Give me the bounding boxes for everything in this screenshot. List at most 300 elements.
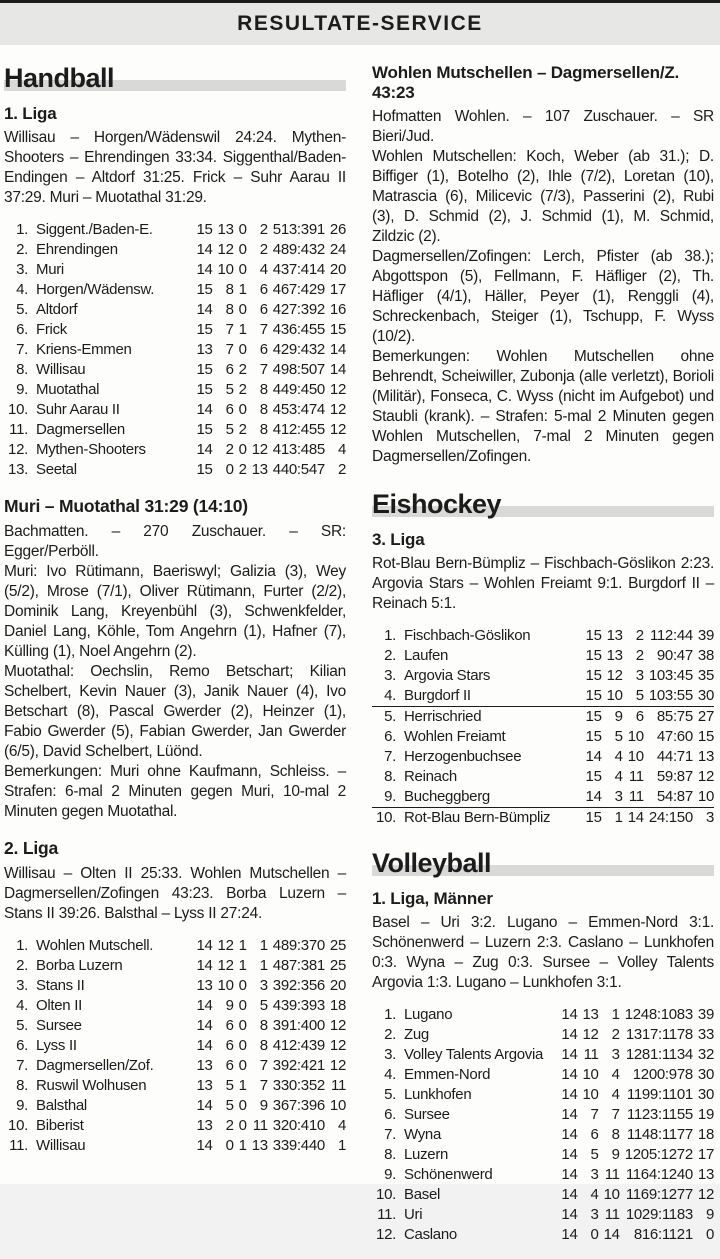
stat-cell: 412:439 (272, 1037, 325, 1054)
stat-cell: 13 (196, 977, 213, 994)
stat-cell: 13 (697, 748, 714, 765)
handball-liga2-results: Willisau – Olten II 25:33. Wohlen Mutschellen – Dagmersellen/Zofingen 43:23. Borba Luzern – Stans II 39:26. Balsthal – Lyss II 27:24. (4, 865, 346, 922)
stat-cell: 14 (196, 997, 213, 1014)
stat-cell: 33 (697, 1026, 714, 1043)
stat-cell: 17 (697, 1146, 714, 1163)
stat-cell: 2 (238, 461, 247, 478)
stat-cell: 14 (196, 441, 213, 458)
stat-cell: 15 (585, 627, 602, 644)
stat-cell: 47:60 (656, 728, 693, 745)
stat-cell: 14 (561, 1146, 578, 1163)
stat-cell: 816:1121 (633, 1226, 693, 1243)
volleyball-liga1m-table (372, 1005, 714, 1245)
rank-cell: 12. (376, 1226, 396, 1243)
stat-cell: 0 (238, 1037, 247, 1054)
stat-cell: 85:75 (656, 708, 693, 725)
stat-cell: 14 (196, 261, 213, 278)
rank-cell: 11. (9, 421, 28, 438)
stat-cell: 12 (329, 1037, 346, 1054)
rank-cell: 3. (384, 667, 396, 684)
team-cell: Seetal (36, 461, 77, 478)
rank-cell: 11. (377, 1206, 396, 1223)
stat-cell: 0 (238, 341, 247, 358)
stat-cell: 6 (259, 301, 268, 318)
stat-cell: 9 (705, 1206, 714, 1223)
stat-cell: 0 (238, 441, 247, 458)
stat-cell: 12 (217, 937, 234, 954)
table-row (4, 440, 346, 460)
rank-cell: 4. (372, 686, 396, 707)
stat-cell: 0 (238, 301, 247, 318)
stat-cell: 489:370 (272, 937, 325, 954)
table-row (4, 260, 346, 280)
table-row (4, 1136, 346, 1156)
stat-cell: 1123:1155 (626, 1106, 693, 1123)
stat-cell: 1 (238, 321, 247, 338)
stat-cell: 15 (585, 768, 602, 785)
stat-cell: 8 (259, 1017, 268, 1034)
stat-cell: 14 (329, 361, 346, 378)
table-row (4, 1096, 346, 1116)
stat-cell: 489:432 (272, 241, 325, 258)
stat-cell: 14 (196, 957, 213, 974)
table-row (372, 1065, 714, 1085)
stat-cell: 339:440 (272, 1137, 325, 1154)
stat-cell: 15 (329, 321, 346, 338)
stat-cell: 1 (238, 1137, 247, 1154)
stat-cell: 453:474 (272, 401, 325, 418)
stat-cell: 13 (217, 221, 234, 238)
team-cell: Olten II (36, 997, 82, 1014)
stat-cell: 5 (225, 381, 234, 398)
table-row (4, 1016, 346, 1036)
stat-cell: 4 (611, 1066, 620, 1083)
table-row (372, 1085, 714, 1105)
team-cell: Muri (36, 261, 64, 278)
table-row (372, 1165, 714, 1185)
stat-cell: 44:71 (656, 748, 693, 765)
stat-cell: 0 (590, 1226, 599, 1243)
table-row (4, 220, 346, 240)
table-row (4, 320, 346, 340)
stat-cell: 10 (602, 686, 623, 707)
stat-cell: 6 (225, 401, 234, 418)
table-row (372, 767, 714, 787)
stat-cell: 0 (238, 997, 247, 1014)
rank-cell: 1. (16, 221, 28, 238)
stat-cell: 320:410 (272, 1117, 325, 1134)
stat-cell: 9 (614, 708, 623, 725)
stat-cell: 14 (561, 1126, 578, 1143)
stat-cell: 10 (329, 1097, 346, 1114)
volleyball-section-heading: Volleyball (372, 848, 714, 879)
stat-cell: 32 (697, 1046, 714, 1063)
stat-cell: 8 (225, 281, 234, 298)
stat-cell: 436:455 (272, 321, 325, 338)
stat-cell: 413:485 (272, 441, 325, 458)
rank-cell: 6. (16, 1037, 28, 1054)
table-row (372, 1125, 714, 1145)
stat-cell: 10 (627, 728, 644, 745)
team-cell: Laufen (404, 647, 449, 664)
rank-cell: 2. (16, 241, 28, 258)
stat-cell: 412:455 (272, 421, 325, 438)
stat-cell: 427:392 (272, 301, 325, 318)
handball-section-heading: Handball (4, 63, 346, 94)
stat-cell: 1281:1134 (625, 1046, 693, 1063)
team-cell: Stans II (36, 977, 85, 994)
stat-cell: 1199:1101 (626, 1086, 693, 1103)
table-row (4, 1076, 346, 1096)
table-row (372, 1145, 714, 1165)
rank-cell: 12. (8, 441, 28, 458)
stat-cell: 4 (259, 261, 268, 278)
rank-cell: 10. (376, 1186, 396, 1203)
stat-cell: 0 (238, 1117, 247, 1134)
stat-cell: 103:45 (648, 667, 693, 684)
rank-cell: 3. (16, 977, 28, 994)
rank-cell: 9. (16, 381, 28, 398)
table-row (4, 956, 346, 976)
stat-cell: 1 (238, 281, 247, 298)
stat-cell: 7 (259, 1077, 268, 1094)
eishockey-liga3-table (372, 626, 714, 828)
stat-cell: 14 (561, 1026, 578, 1043)
stat-cell: 14 (196, 1017, 213, 1034)
stat-cell: 5 (225, 1077, 234, 1094)
rank-cell: 10. (8, 401, 28, 418)
stat-cell: 15 (581, 686, 602, 707)
table-row (372, 1045, 714, 1065)
table-row (4, 300, 346, 320)
stat-cell: 16 (329, 301, 346, 318)
stat-cell: 27 (697, 708, 714, 725)
stat-cell: 54:87 (644, 787, 693, 808)
stat-cell: 498:507 (272, 361, 325, 378)
table-row (372, 1105, 714, 1125)
stat-cell: 10 (217, 261, 234, 278)
stat-cell: 8 (611, 1126, 620, 1143)
stat-cell: 2 (225, 441, 234, 458)
wohlen-report-remarks: Bemerkungen: Wohlen Mutschellen ohne Behrendt, Scheiwiller, Zubonja (alle verletzt), Borioli (Militär), Fonseca, C. Wyss (nicht im Aufgebot) und Staubli (krank). – Strafen: 5-mal 2 Minuten gegen Wohlen Mutschellen, 7-mal 2 Minuten gegen Dagmersellen/Zofingen. (372, 348, 714, 465)
stat-cell: 14 (561, 1086, 578, 1103)
stat-cell: 439:393 (272, 997, 325, 1014)
stat-cell: 14 (196, 1097, 213, 1114)
stat-cell: 5 (225, 421, 234, 438)
team-cell: Kriens-Emmen (36, 341, 132, 358)
team-cell: Frick (36, 321, 67, 338)
match-report-venue: Bachmatten. – 270 Zuschauer. – SR: Egger/Perböll. (4, 523, 346, 560)
stat-cell: 11 (583, 1046, 599, 1063)
stat-cell: 12 (329, 1017, 346, 1034)
stat-cell: 2 (238, 381, 247, 398)
stat-cell: 1 (259, 957, 268, 974)
handball-liga1-results: Willisau – Horgen/Wädenswil 24:24. Mythen-Shooters – Ehrendingen 33:34. Siggenthal/Baden-Endingen – Altdorf 31:25. Frick – Suhr Aarau II 37:29. Muri – Muotathal 31:29. (4, 129, 346, 206)
stat-cell: 26 (329, 221, 346, 238)
team-cell: Lyss II (36, 1037, 77, 1054)
team-cell: Uri (404, 1206, 423, 1223)
stat-cell: 330:352 (272, 1077, 325, 1094)
stat-cell: 14 (196, 1137, 213, 1154)
stat-cell: 15 (196, 421, 213, 438)
stat-cell: 3 (705, 809, 714, 826)
table-row (4, 460, 346, 480)
stat-cell: 10 (603, 1186, 620, 1203)
rank-cell: 5. (384, 1086, 396, 1103)
stat-cell: 12 (329, 1057, 346, 1074)
stat-cell: 25 (329, 937, 346, 954)
table-row (4, 1036, 346, 1056)
stat-cell: 14 (196, 401, 213, 418)
muri-muotathal-match-heading: Muri – Muotathal 31:29 (14:10) (4, 496, 248, 516)
team-cell: Bucheggberg (396, 787, 581, 808)
stat-cell: 3 (602, 787, 623, 808)
stat-cell: 18 (329, 997, 346, 1014)
rank-cell: 3. (384, 1046, 396, 1063)
stat-cell: 11 (252, 1117, 268, 1134)
stat-cell: 1317:1178 (625, 1026, 693, 1043)
eishockey-liga3-heading: 3. Liga (372, 530, 425, 549)
stat-cell: 4 (337, 1117, 346, 1134)
stat-cell: 15 (196, 281, 213, 298)
stat-cell: 391:400 (272, 1017, 325, 1034)
stat-cell: 15 (585, 647, 602, 664)
table-row (4, 420, 346, 440)
stat-cell: 8 (225, 301, 234, 318)
stat-cell: 7 (259, 321, 268, 338)
stat-cell: 1 (337, 1137, 346, 1154)
stat-cell: 20 (329, 977, 346, 994)
match-report-muri-roster: Muri: Ivo Rütimann, Baeriswyl; Galizia (3), Wey (5/2), Mrose (7/1), Oliver Rütimann, Furter (2/2), Dominik Lang, Kreyenbühl (3), Schwenkfelder, Daniel Lang, Köhle, Tom Angehrn (1), Hafner (7), Külling (1), Noel Angehrn (2). (4, 563, 346, 660)
stat-cell: 2 (337, 461, 346, 478)
rank-cell: 1. (16, 937, 28, 954)
match-report-remarks: Bemerkungen: Muri ohne Kaufmann, Schleiss. – Strafen: 6-mal 2 Minuten gegen Muri, 10-mal 2 Minuten gegen Muotathal. (4, 763, 346, 820)
stat-cell: 1 (238, 1077, 247, 1094)
stat-cell: 14 (329, 341, 346, 358)
handball-liga1-heading: 1. Liga (4, 104, 57, 123)
stat-cell: 14 (561, 1046, 578, 1063)
team-cell: Fischbach-Göslikon (404, 627, 531, 644)
table-row (4, 400, 346, 420)
team-cell: Herzogenbuchsee (404, 748, 522, 765)
stat-cell: 15 (196, 461, 213, 478)
stat-cell: 12 (582, 1026, 599, 1043)
stat-cell: 392:356 (272, 977, 325, 994)
stat-cell: 13 (251, 461, 268, 478)
stat-cell: 7 (225, 321, 234, 338)
stat-cell: 6 (225, 1037, 234, 1054)
stat-cell: 17 (329, 281, 346, 298)
handball-liga1-table (4, 220, 346, 480)
rank-cell: 4. (16, 997, 28, 1014)
stat-cell: 367:396 (272, 1097, 325, 1114)
rank-cell: 8. (384, 1146, 396, 1163)
stat-cell: 5 (225, 1097, 234, 1114)
handball-liga2-heading: 2. Liga (4, 838, 59, 858)
team-cell: Willisau (36, 361, 86, 378)
table-row (372, 626, 714, 646)
stat-cell: 14 (561, 1206, 578, 1223)
rank-cell: 6. (384, 1106, 396, 1123)
handball-liga2-table (4, 936, 346, 1156)
rank-cell: 10. (376, 809, 396, 826)
team-cell: Basel (404, 1186, 441, 1203)
stat-cell: 2 (238, 361, 247, 378)
rank-cell: 4. (16, 281, 28, 298)
stat-cell: 6 (590, 1126, 599, 1143)
stat-cell: 8 (259, 421, 268, 438)
stat-cell: 6 (225, 361, 234, 378)
table-row (372, 727, 714, 747)
stat-cell: 11 (623, 787, 644, 808)
stat-cell: 7 (259, 361, 268, 378)
stat-cell: 0 (238, 977, 247, 994)
rank-cell: 2. (16, 957, 28, 974)
stat-cell: 13 (606, 647, 623, 664)
stat-cell: 11 (331, 1077, 346, 1094)
rank-cell: 8. (16, 361, 28, 378)
stat-cell: 1148:1177 (626, 1126, 693, 1143)
stat-cell: 13 (251, 1137, 268, 1154)
stat-cell: 30 (693, 686, 714, 707)
left-column (4, 61, 346, 1259)
stat-cell: 59:87 (656, 768, 693, 785)
rank-cell: 5. (384, 708, 396, 725)
team-cell: Herrischried (404, 708, 482, 725)
stat-cell: 3 (635, 667, 644, 684)
table-row (372, 1025, 714, 1045)
table-row (4, 240, 346, 260)
table-row (4, 1116, 346, 1136)
stat-cell: 6 (225, 1057, 234, 1074)
team-cell: Willisau (36, 1137, 86, 1154)
team-cell: Dagmersellen (36, 421, 125, 438)
team-cell: Lunkhofen (404, 1086, 472, 1103)
stat-cell: 8 (259, 1037, 268, 1054)
stat-cell: 20 (329, 261, 346, 278)
page-title: RESULTATE-SERVICE (237, 12, 483, 35)
rank-cell: 6. (16, 321, 28, 338)
stat-cell: 18 (697, 1126, 714, 1143)
team-cell: Caslano (404, 1226, 457, 1243)
team-cell: Lugano (404, 1006, 453, 1023)
stat-cell: 7 (259, 1057, 268, 1074)
rank-cell: 9. (372, 787, 396, 808)
stat-cell: 1 (238, 937, 247, 954)
stat-cell: 14 (561, 1106, 578, 1123)
stat-cell: 5 (590, 1146, 599, 1163)
team-cell: Rot-Blau Bern-Bümpliz (404, 809, 551, 826)
stat-cell: 10 (627, 748, 644, 765)
rank-cell: 9. (16, 1097, 28, 1114)
table-row (372, 707, 714, 728)
match-report-muotathal-roster: Muotathal: Oechslin, Remo Betschart; Kilian Schelbert, Kevin Nauer (3), Janik Nauer (4), Ivo Betschart (8), Pascal Gwerder (2), Heinzer (1), Fabio Gwerder (5), Fabian Gwerder, Jan Gwerder (6/5), David Schelbert, Lüönd. (4, 663, 346, 760)
stat-cell: 4 (590, 1186, 599, 1203)
table-row (4, 996, 346, 1016)
stat-cell: 8 (259, 381, 268, 398)
stat-cell: 12 (697, 1186, 714, 1203)
stat-cell: 14 (561, 1186, 578, 1203)
stat-cell: 1169:1277 (625, 1186, 693, 1203)
rank-cell: 5. (16, 1017, 28, 1034)
stat-cell: 1 (259, 937, 268, 954)
table-row (372, 686, 714, 707)
stat-cell: 0 (238, 1097, 247, 1114)
stat-cell: 2 (611, 1026, 620, 1043)
team-cell: Wyna (404, 1126, 442, 1143)
stat-cell: 15 (585, 708, 602, 725)
team-cell: Emmen-Nord (404, 1066, 491, 1083)
stat-cell: 15 (196, 381, 213, 398)
stat-cell: 7 (590, 1106, 599, 1123)
wohlen-report-venue: Hofmatten Wohlen. – 107 Zuschauer. – SR Bieri/Jud. (372, 108, 714, 145)
stat-cell: 1248:1083 (624, 1006, 693, 1023)
stat-cell: 2 (635, 627, 644, 644)
stat-cell: 25 (329, 957, 346, 974)
stat-cell: 12 (251, 441, 268, 458)
wohlen-report-wohlen-roster: Wohlen Mutschellen: Koch, Weber (ab 31.); D. Biffiger (1), Botelho (2), Ihle (7/2), Loretan (10), Matrascia (6), Milicevic (7/3), Passerini (2), Rubi (3), D. Schmid (2), J. Schmid (1), M. Schmid, Zildzic (2). (372, 148, 714, 245)
stat-cell: 10 (217, 977, 234, 994)
stat-cell: 14 (585, 748, 602, 765)
stat-cell: 6 (259, 341, 268, 358)
rank-cell: 2. (384, 1026, 396, 1043)
stat-cell: 0 (238, 1017, 247, 1034)
team-cell: Schönenwerd (404, 1166, 493, 1183)
stat-cell: 4 (614, 748, 623, 765)
rank-cell: 2. (384, 647, 396, 664)
results-service-header (0, 0, 720, 45)
table-row (372, 747, 714, 767)
stat-cell: 10 (582, 1086, 599, 1103)
rank-cell: 7. (16, 341, 28, 358)
table-row (4, 936, 346, 956)
stat-cell: 14 (196, 301, 213, 318)
rank-cell: 7. (384, 1126, 396, 1143)
team-cell: Wohlen Mutschell. (36, 937, 154, 954)
stat-cell: 11 (628, 768, 644, 785)
stat-cell: 30 (697, 1086, 714, 1103)
stat-cell: 13 (582, 1006, 599, 1023)
stat-cell: 14 (561, 1006, 578, 1023)
content-columns (0, 45, 720, 1259)
stat-cell: 14 (196, 937, 213, 954)
rank-cell: 11. (9, 1137, 28, 1154)
stat-cell: 392:421 (272, 1057, 325, 1074)
rank-cell: 6. (384, 728, 396, 745)
stat-cell: 12 (329, 421, 346, 438)
stat-cell: 0 (238, 1057, 247, 1074)
table-row (4, 380, 346, 400)
stat-cell: 13 (606, 627, 623, 644)
team-cell: Mythen-Shooters (36, 441, 146, 458)
stat-cell: 4 (611, 1086, 620, 1103)
team-cell: Dagmersellen/Zof. (36, 1057, 154, 1074)
stat-cell: 1 (238, 957, 247, 974)
stat-cell: 0 (238, 241, 247, 258)
team-cell: Siggent./Baden-E. (36, 221, 153, 238)
stat-cell: 14 (561, 1226, 578, 1243)
stat-cell: 11 (604, 1166, 620, 1183)
stat-cell: 12 (329, 401, 346, 418)
stat-cell: 39 (697, 627, 714, 644)
team-cell: Burgdorf II (396, 686, 581, 707)
stat-cell: 12 (217, 241, 234, 258)
table-row (372, 1205, 714, 1225)
stat-cell: 14 (196, 1037, 213, 1054)
team-cell: Biberist (36, 1117, 84, 1134)
team-cell: Borba Luzern (36, 957, 123, 974)
stat-cell: 9 (259, 1097, 268, 1114)
